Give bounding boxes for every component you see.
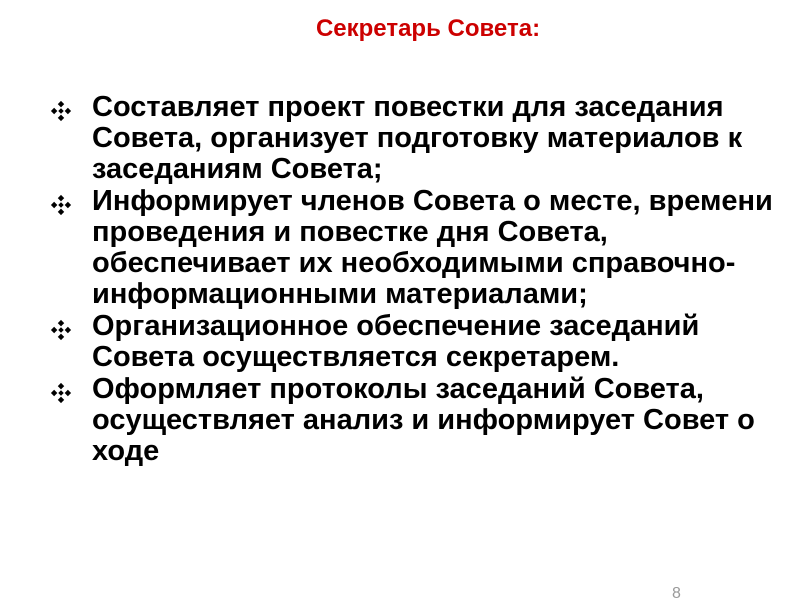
list-item <box>44 374 784 467</box>
diamond-cluster-icon <box>50 319 72 341</box>
page-number: 8 <box>672 585 681 600</box>
list-item <box>44 186 784 310</box>
bullet-text: Составляет проект повестки для заседания Совета, организует подготовку материалов к заседаниям Совета; <box>92 91 743 185</box>
bullet-text: Организационное обеспечение заседаний Совета осуществляется секретарем. <box>92 310 700 373</box>
diamond-cluster-icon <box>50 194 72 216</box>
bullet-list <box>44 92 784 468</box>
bullet-text: Оформляет протоколы заседаний Совета, осуществляет анализ и информирует Совет о ходе <box>92 373 755 467</box>
diamond-cluster-icon <box>50 100 72 122</box>
diamond-cluster-icon <box>50 382 72 404</box>
slide-title: Секретарь Совета: <box>315 15 541 42</box>
bullet-text: Информирует членов Совета о месте, времени проведения и повестке дня Совета, обеспечивает их необходимыми справочно-информационными материалами; <box>92 185 773 310</box>
list-item <box>44 311 784 373</box>
list-item <box>44 92 784 185</box>
